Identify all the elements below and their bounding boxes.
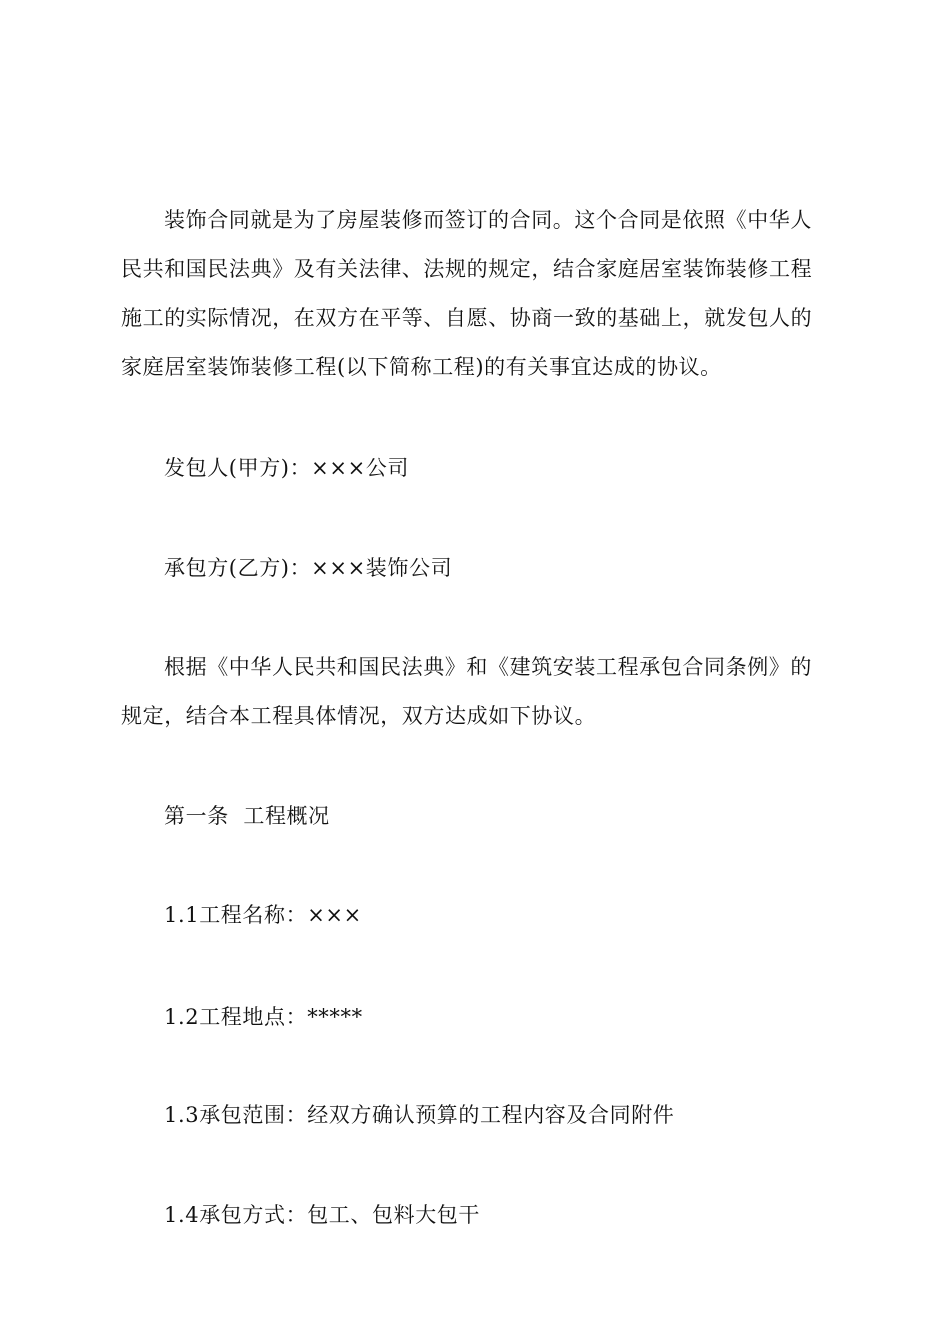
- contract-method-line: 1.4承包方式：包工、包料大包干: [164, 1203, 480, 1227]
- agreement-basis-paragraph: 根据《中华人民共和国民法典》和《建筑安装工程承包合同条例》的规定，结合本工程具体情况，双方达成如下协议。: [121, 655, 812, 728]
- project-name-line: 1.1工程名称：×××: [164, 903, 362, 927]
- intro-paragraph: 装饰合同就是为了房屋装修而签订的合同。这个合同是依照《中华人民共和国民法典》及有关法律、法规的规定，结合家庭居室装饰装修工程施工的实际情况，在双方在平等、自愿、协商一致的基础上，就发包人的家庭居室装饰装修工程(以下简称工程)的有关事宜达成的协议。: [121, 208, 813, 379]
- article-one-heading: 第一条 工程概况: [164, 804, 330, 828]
- party-a-line: 发包人(甲方)：×××公司: [164, 456, 409, 480]
- contract-scope-line: 1.3承包范围：经双方确认预算的工程内容及合同附件: [164, 1103, 675, 1127]
- project-location-line: 1.2工程地点：*****: [164, 1005, 363, 1029]
- party-b-line: 承包方(乙方)：×××装饰公司: [164, 556, 453, 580]
